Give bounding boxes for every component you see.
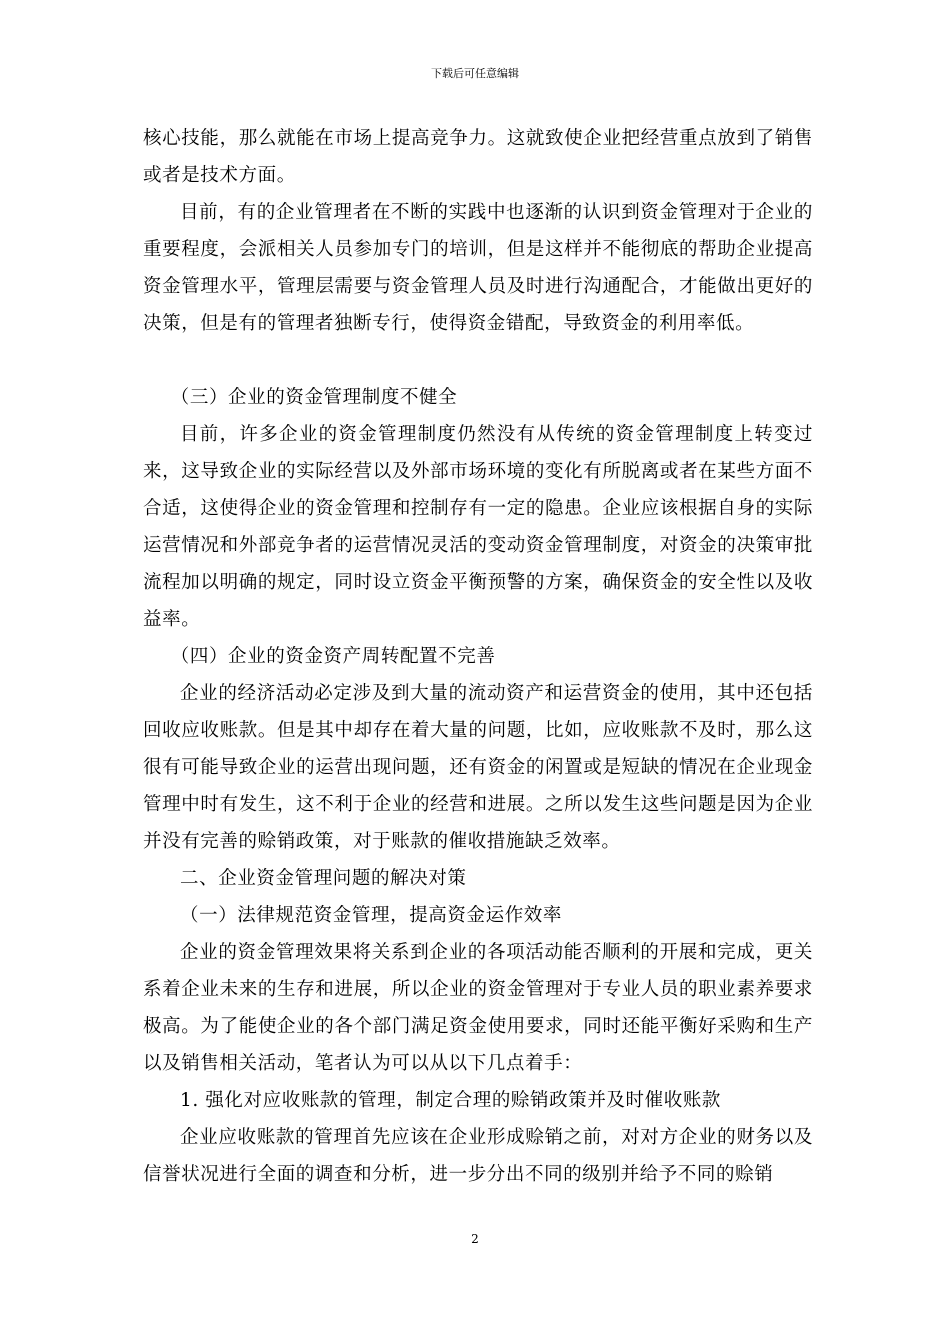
- section-heading-4: （四）企业的资金资产周转配置不完善: [170, 646, 496, 667]
- paragraph-fund-effect: 企业的资金管理效果将关系到企业的各项活动能否顺利的开展和完成，更关系着企业未来的生存和进展，所以企业的资金管理对于专业人员的职业素养要求极高。为了能使企业的各个部门满足资金使用要求，同时还能平衡好采购和生产以及销售相关活动，笔者认为可以从以下几点着手：: [143, 942, 813, 1074]
- paragraph-receivables-management: 企业应收账款的管理首先应该在企业形成赊销之前，对对方企业的财务以及信誉状况进行全面的调查和分析，进一步分出不同的级别并给予不同的赊销: [143, 1127, 813, 1185]
- paragraph-management-system: 目前，许多企业的资金管理制度仍然没有从传统的资金管理制度上转变过来，这导致企业的实际经营以及外部市场环境的变化有所脱离或者在某些方面不合适，这使得企业的资金管理和控制存有一定的隐患。企业应该根据自身的实际运营情况和外部竞争者的运营情况灵活的变动资金管理制度，对资金的决策审批流程加以明确的规定，同时设立资金平衡预警的方案，确保资金的安全性以及收益率。: [143, 424, 813, 630]
- paragraph-gap: [143, 342, 813, 379]
- paragraph-managers-awareness: 目前，有的企业管理者在不断的实践中也逐渐的认识到资金管理对于企业的重要程度，会派相关人员参加专门的培训，但是这样并不能彻底的帮助企业提高资金管理水平，管理层需要与资金管理人员及时进行沟通配合，才能做出更好的决策，但是有的管理者独断专行，使得资金错配，导致资金的利用率低。: [143, 202, 813, 334]
- section-heading-1: （一）法律规范资金管理，提高资金运作效率: [180, 905, 563, 926]
- document-body: [143, 120, 813, 1193]
- paragraph-asset-turnover: 企业的经济活动必定涉及到大量的流动资产和运营资金的使用，其中还包括回收应收账款。但是其中却存在着大量的问题，比如，应收账款不及时，那么这很有可能导致企业的运营出现问题，还有资金的闲置或是短缺的情况在企业现金管理中时有发生，这不利于企业的经营和进展。之所以发生这些问题是因为企业并没有完善的赊销政策，对于账款的催收措施缺乏效率。: [143, 683, 813, 852]
- page-header: 下载后可任意编辑: [431, 67, 519, 80]
- section-heading-3: （三）企业的资金管理制度不健全: [170, 387, 458, 408]
- paragraph-core-skills: 核心技能，那么就能在市场上提高竞争力。这就致使企业把经营重点放到了销售或者是技术方面。: [143, 128, 813, 186]
- chapter-heading-solutions: 二、企业资金管理问题的解决对策: [180, 868, 467, 889]
- page-number: 2: [471, 1232, 479, 1246]
- subheading-receivables: 1. 强化对应收账款的管理，制定合理的赊销政策并及时催收账款: [180, 1090, 722, 1111]
